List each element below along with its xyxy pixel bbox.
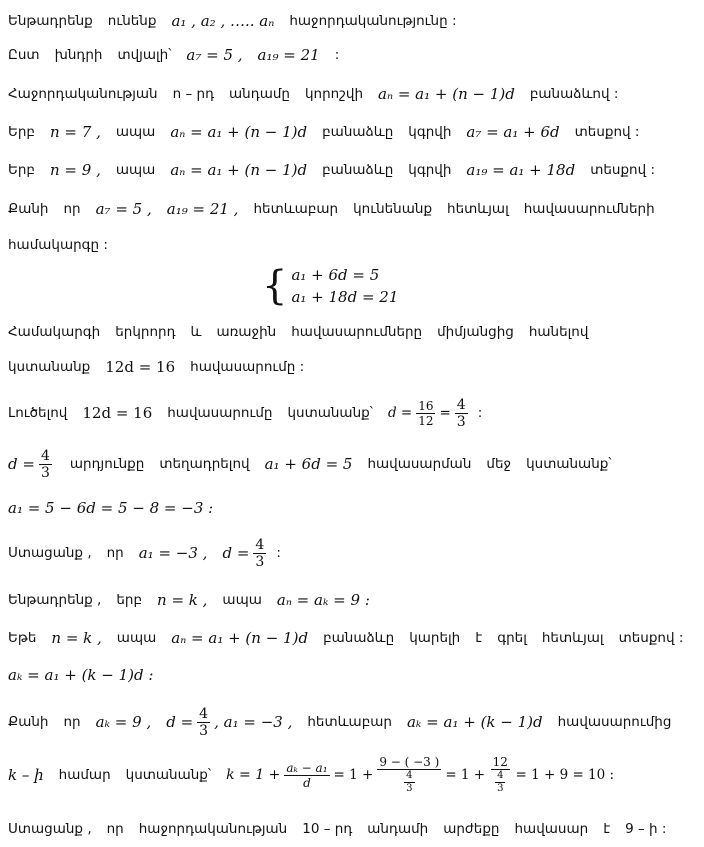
line-15 [8, 627, 696, 649]
math-expression: aₖ = a₁ + (k − 1)d [406, 713, 543, 731]
math-expression: a₁ = 5 − 6d = 5 − 8 = −3 : [8, 499, 214, 517]
math-expression: aₖ = 9 , [95, 713, 152, 731]
math-expression: aₙ = a₁ + (n − 1)d [171, 629, 309, 647]
word: : [334, 47, 340, 63]
word: հավասար [514, 821, 589, 837]
word: հանելով [528, 324, 589, 340]
fraction-complex-1 [377, 755, 441, 795]
denominator: 3 [497, 783, 504, 794]
numerator: 4 [40, 447, 50, 464]
word: առաջին [216, 324, 277, 340]
word: հավասարումից [557, 714, 672, 730]
word: մեջ [486, 456, 512, 472]
word: բանաձևը [323, 630, 395, 646]
word: միմյանցից [437, 324, 514, 340]
denominator: 3 [255, 553, 265, 570]
line-5 [8, 159, 696, 181]
word: Եթե [8, 630, 37, 646]
word: կստանանք [8, 359, 91, 375]
math-expression: 12d = 16 [105, 358, 176, 376]
word: անդամը [229, 86, 290, 102]
word: հաջորդականության [138, 821, 288, 837]
line-10 [8, 396, 696, 430]
math-expression: a₁ + 6d = 5 [264, 455, 353, 473]
line-8 [8, 321, 696, 343]
word: Ենթադրենք , [8, 592, 102, 608]
line-9 [8, 356, 696, 378]
line-18 [8, 755, 696, 794]
numerator: 4 [456, 396, 466, 413]
word: կորոշվի [304, 86, 364, 102]
numerator: aₖ − a₁ [286, 760, 328, 775]
word: հետևյալ [447, 201, 509, 217]
fraction-4-3 [495, 770, 505, 795]
word: հետևյալ [541, 630, 604, 646]
fraction-4-3 [39, 448, 52, 481]
word: կգրվի [408, 162, 452, 178]
word: տեղադրելով [159, 456, 250, 472]
line-17 [8, 705, 696, 739]
fraction-4-3 [253, 537, 266, 570]
line-2 [8, 44, 696, 66]
word: համակարգը : [8, 237, 108, 253]
word: Լուծելով [8, 405, 68, 421]
math-expression: d = [166, 713, 194, 731]
math-expression: k – ի [8, 766, 44, 784]
numerator: 16 [418, 398, 434, 413]
word: ապա [115, 162, 156, 178]
denominator [489, 770, 511, 795]
numerator: 4 [199, 705, 209, 722]
line-4 [8, 121, 696, 143]
denominator: 12 [418, 413, 434, 428]
word: Երբ [8, 124, 35, 140]
line-16 [8, 664, 696, 686]
word: Ըստ [8, 47, 40, 63]
word: բանաձևը [322, 124, 394, 140]
word: հավասարումների [523, 201, 655, 217]
word: տեսքով : [618, 630, 684, 646]
word: 10 – րդ [302, 821, 353, 837]
equals-sign: = [439, 405, 451, 421]
word: հետևաբար [307, 714, 392, 730]
denominator: 3 [199, 722, 209, 739]
math-expression: k = 1 + [226, 767, 281, 783]
math-expression: a₁₉ = 21 [257, 46, 320, 64]
word: է [603, 821, 611, 837]
math-expression: a₇ = 5 , [95, 200, 152, 218]
line-11 [8, 447, 696, 481]
word: անդամի [367, 821, 429, 837]
system-rows [291, 264, 398, 308]
math-expression: a₇ = 5 , [186, 46, 243, 64]
word: բանաձևով : [529, 86, 619, 102]
denominator: 3 [40, 464, 50, 481]
math-expression: n = k , [157, 591, 208, 609]
word: տեսքով : [574, 124, 640, 140]
word: երկրորդ [115, 324, 176, 340]
line-13 [8, 536, 696, 570]
word: : [477, 405, 483, 421]
brace-glyph: { [262, 263, 288, 309]
word: Քանի [8, 714, 49, 730]
math-expression: aₙ = a₁ + (n − 1)d [170, 123, 308, 141]
math-expression: a₁₉ = a₁ + 18d [466, 161, 576, 179]
word: n – րդ [172, 86, 215, 102]
word: հաջորդականությունը : [289, 13, 457, 29]
word: և [190, 324, 202, 340]
word: ապա [222, 592, 262, 608]
word: որ [63, 201, 81, 217]
math-expression: aₙ = a₁ + (n − 1)d [170, 161, 308, 179]
line-14 [8, 589, 696, 611]
word: հավասարումը : [190, 359, 305, 375]
denominator: 3 [456, 413, 466, 430]
math-expression: = 1 + [445, 767, 486, 783]
word: կստանանք՝ [287, 405, 373, 421]
math-expression: d = [387, 405, 413, 421]
line-6 [8, 198, 696, 220]
word: Ենթադրենք [8, 13, 93, 29]
math-expression: = 1 + 9 = 10 : [515, 767, 615, 783]
word: արդյունքը [69, 456, 145, 472]
word: արժեքը [443, 821, 500, 837]
word: հավասարումները [291, 324, 423, 340]
fraction-4-3 [197, 706, 210, 739]
fraction-16-12 [416, 399, 435, 428]
math-expression: = 1 + [333, 767, 374, 783]
numerator: 4 [497, 770, 504, 781]
word: հետևաբար [253, 201, 339, 217]
line-3 [8, 83, 696, 105]
numerator: 4 [255, 536, 265, 553]
word: Համակարգի [8, 324, 101, 340]
word: տվյալի՝ [117, 47, 172, 63]
math-expression: n = 9 , [50, 161, 101, 179]
math-expression: , a₁ = −3 , [214, 713, 293, 731]
denominator: d [303, 775, 311, 790]
line-1 [8, 10, 696, 32]
word: հավասարման [367, 456, 472, 472]
math-expression: d = [8, 455, 35, 473]
math-expression: n = 7 , [50, 123, 101, 141]
math-expression: d = [222, 544, 250, 562]
math-expression: aₙ = aₖ = 9 : [276, 591, 370, 609]
equation-system [262, 264, 398, 308]
word: : [276, 545, 281, 561]
word: կստանանք՝ [125, 767, 212, 783]
word: գրել [497, 630, 527, 646]
word: որ [106, 821, 124, 837]
line-19 [8, 818, 696, 840]
word: համար [58, 767, 111, 783]
word: ապա [115, 124, 156, 140]
system-row-2: a₁ + 18d = 21 [291, 288, 399, 306]
word: տեսքով : [590, 162, 656, 178]
math-expression: a₁ , a₂ , ….. aₙ [171, 12, 275, 30]
numerator: 4 [406, 770, 413, 781]
fraction-4-3 [404, 770, 414, 795]
word: 9 – ի : [625, 821, 667, 837]
line-12 [8, 497, 696, 519]
word: խնդրի [54, 47, 103, 63]
word: է [475, 630, 483, 646]
word: որ [63, 714, 81, 730]
math-expression: a₁ = −3 , [138, 544, 208, 562]
denominator: 3 [406, 783, 413, 794]
math-expression: n = k , [51, 629, 102, 647]
math-expression: a₁₉ = 21 , [166, 200, 239, 218]
math-expression: a₇ = a₁ + 6d [466, 123, 560, 141]
word: Քանի [8, 201, 49, 217]
word: Ստացանք , [8, 821, 92, 837]
numerator: 9 − ( −3 ) [379, 755, 440, 769]
denominator [398, 770, 420, 795]
math-expression: 12d = 16 [82, 404, 153, 422]
line-7 [8, 234, 696, 256]
fraction-complex-2 [489, 755, 511, 795]
word: որ [106, 545, 124, 561]
word: կարելի [409, 630, 461, 646]
word: կստանանք՝ [526, 456, 612, 472]
fraction-ak-a1-over-d [284, 761, 329, 790]
word: ապա [116, 630, 157, 646]
word: կունենանք [353, 201, 433, 217]
word: Երբ [8, 162, 35, 178]
system-row-1: a₁ + 6d = 5 [291, 266, 380, 284]
math-expression: aₙ = a₁ + (n − 1)d [378, 85, 515, 103]
word: հավասարումը [167, 405, 273, 421]
word: կգրվի [408, 124, 452, 140]
math-expression: aₖ = a₁ + (k − 1)d : [8, 666, 154, 684]
word: ունենք [107, 13, 157, 29]
numerator: 12 [492, 755, 508, 769]
fraction-4-3 [455, 397, 468, 430]
word: Հաջորդականության [8, 86, 158, 102]
word: բանաձևը [322, 162, 394, 178]
word: երբ [116, 592, 143, 608]
word: Ստացանք , [8, 545, 92, 561]
